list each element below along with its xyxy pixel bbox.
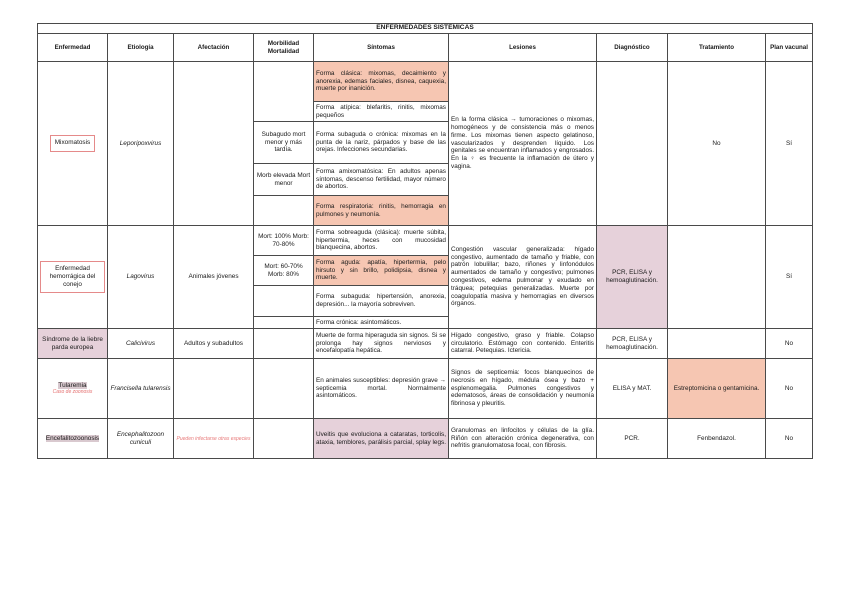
morb-cell [254, 317, 314, 329]
affect-cell: Animales jóvenes [174, 226, 254, 329]
vaccine-cell: Sí [766, 62, 813, 226]
affect-cell [174, 62, 254, 226]
symptom-cell: Forma subaguda o crónica: mixomas en la punta de la nariz, párpados y base de las orejas. Infecciones secundarias. [314, 122, 449, 164]
affect-cell: Adultos y subadultos [174, 329, 254, 359]
morb-cell [254, 359, 314, 419]
diagnosis-cell: PCR, ELISA y hemoaglutinación. [597, 329, 668, 359]
symptom-cell: Forma sobreaguda (clásica): muerte súbita, hipertermia, heces con mucosidad blanquecina, abortos. [314, 226, 449, 256]
affect-note: Pueden infectarse otras especies [176, 435, 251, 442]
etiology-cell: Calicivirus [108, 329, 174, 359]
etiology-cell: Leporipoxvirus [108, 62, 174, 226]
symptom-cell: Forma amixomatósica: En adultos apenas síntomas, descenso fertilidad, mayor número de abortos. [314, 164, 449, 196]
table-row [38, 62, 813, 102]
header-tratamiento: Tratamiento [668, 34, 766, 62]
header-sintomas: Síntomas [314, 34, 449, 62]
header-plan-vacunal: Plan vacunal [766, 34, 813, 62]
vaccine-cell: No [766, 329, 813, 359]
header-enfermedad: Enfermedad [38, 34, 108, 62]
lesion-cell: En la forma clásica → tumoraciones o mixomas, homogéneos y de consistencia más o menos firme. Los mixomas tienen aspecto gelatinoso, vascularizados y desprenden líquido. Los genitales se encuentran inflamados y engrosados. En la ♀ es frecuente la inflamación de útero y vagina. [449, 62, 597, 226]
symptom-cell: Forma subaguda: hipertensión, anorexia, depresión... la mayoría sobreviven. [314, 286, 449, 317]
symptom-cell: Forma crónica: asintomáticos. [314, 317, 449, 329]
morb-cell [254, 62, 314, 122]
treatment-cell: Fenbendazol. [668, 419, 766, 459]
etiology-cell: Lagovirus [108, 226, 174, 329]
systemic-diseases-table [37, 23, 813, 459]
etiology-cell: Francisella tularensis [108, 359, 174, 419]
diagnosis-cell: PCR, ELISA y hemoaglutinación. [597, 226, 668, 329]
symptom-cell: Muerte de forma hiperaguda sin signos. Si se prolonga hay signos nerviosos y encefalopatía hepática. [314, 329, 449, 359]
header-diagnostico: Diagnóstico [597, 34, 668, 62]
treatment-cell [668, 226, 766, 329]
diagnosis-cell [597, 62, 668, 226]
lesion-cell: Hígado congestivo, graso y friable. Colapso circulatorio. Estómago con contenido. Enteritis catarral. Petequias. Ictericia. [449, 329, 597, 359]
header-morbilidad: Morbilidad Mortalidad [254, 34, 314, 62]
morb-cell [254, 419, 314, 459]
vaccine-cell: No [766, 359, 813, 419]
treatment-cell [668, 329, 766, 359]
header-afectacion: Afectación [174, 34, 254, 62]
disease-name: Encefalitozoonosis [45, 434, 100, 442]
symptom-cell: Forma respiratoria: rinitis, hemorragia en pulmones y neumonía. [314, 196, 449, 226]
table-title: ENFERMEDADES SISTÉMICAS [38, 24, 813, 34]
diagnosis-cell: PCR. [597, 419, 668, 459]
disease-name: Tularemia [58, 381, 87, 389]
disease-tularemia [38, 359, 108, 419]
morb-cell: Morb elevada Mort menor [254, 164, 314, 196]
morb-cell: Mort: 60-70% Morb: 80% [254, 256, 314, 286]
lesion-cell: Granulomas en linfocitos y células de la glía. Riñón con alteración crónica degenerativa, con nefritis granulomatosa focal, con fibrosis. [449, 419, 597, 459]
table-row [38, 226, 813, 256]
disease-name: Mixomatosis [50, 135, 96, 151]
header-etiologia: Etiología [108, 34, 174, 62]
symptom-cell: Forma clásica: mixomas, decaimiento y anorexia, edemas faciales, disnea, caquexia, muerte por inanición. [314, 62, 449, 102]
affect-cell [174, 419, 254, 459]
morb-cell [254, 286, 314, 317]
header-lesiones: Lesiones [449, 34, 597, 62]
symptom-cell: En animales susceptibles: depresión grave → septicemia mortal. Normalmente asintomáticos. [314, 359, 449, 419]
disease-sbe: Síndrome de la liebre parda europea [38, 329, 108, 359]
disease-mixomatosis [38, 62, 108, 226]
lesion-cell: Signos de septicemia: focos blanquecinos de necrosis en hígado, médula ósea y bazo + esplenomegalia. Pulmones congestivos y edematosos, áreas de consolidación y neumonía fibrinosa y pleuritis. [449, 359, 597, 419]
morb-cell: Subagudo mort menor y más tardía. [254, 122, 314, 164]
treatment-cell: No [668, 62, 766, 226]
treatment-cell: Estreptomicina o gentamicina. [668, 359, 766, 419]
symptom-cell: Forma aguda: apatía, hipertermia, pelo hirsuto y sin brillo, polidipsia, disnea y muerte. [314, 256, 449, 286]
morb-cell: Mort: 100% Morb: 70-80% [254, 226, 314, 256]
table-row [38, 419, 813, 459]
vaccine-cell: No [766, 419, 813, 459]
disease-note: Caso de zoonosis [52, 389, 93, 396]
morb-cell [254, 329, 314, 359]
table-row [38, 329, 813, 359]
lesion-cell: Congestión vascular generalizada: hígado congestivo, aumentado de tamaño y friable, con patrón lobulillar; bazo, riñones y linfonódulos aumentados de tamaño y congestivo; pulmones congestivos, edema pulmonar y exudado en tráquea; petequias generalizadas. Muerte por coagulopatía masiva y hemorragias en diversos órganos. [449, 226, 597, 329]
affect-cell [174, 359, 254, 419]
disease-ehv [38, 226, 108, 329]
vaccine-cell: Sí [766, 226, 813, 329]
symptom-cell: Forma atípica: blefaritis, rinitis, mixomas pequeños [314, 102, 449, 122]
disease-name: Enfermedad hemorrágica del conejo [40, 261, 105, 294]
table-row [38, 359, 813, 419]
etiology-cell: Encephalitozoon cuniculi [108, 419, 174, 459]
disease-encephalitozoonosis [38, 419, 108, 459]
diagnosis-cell: ELISA y MAT. [597, 359, 668, 419]
morb-cell [254, 196, 314, 226]
symptom-cell: Uveitis que evoluciona a cataratas, torticolis, ataxia, temblores, parálisis parcial, splay legs. [314, 419, 449, 459]
